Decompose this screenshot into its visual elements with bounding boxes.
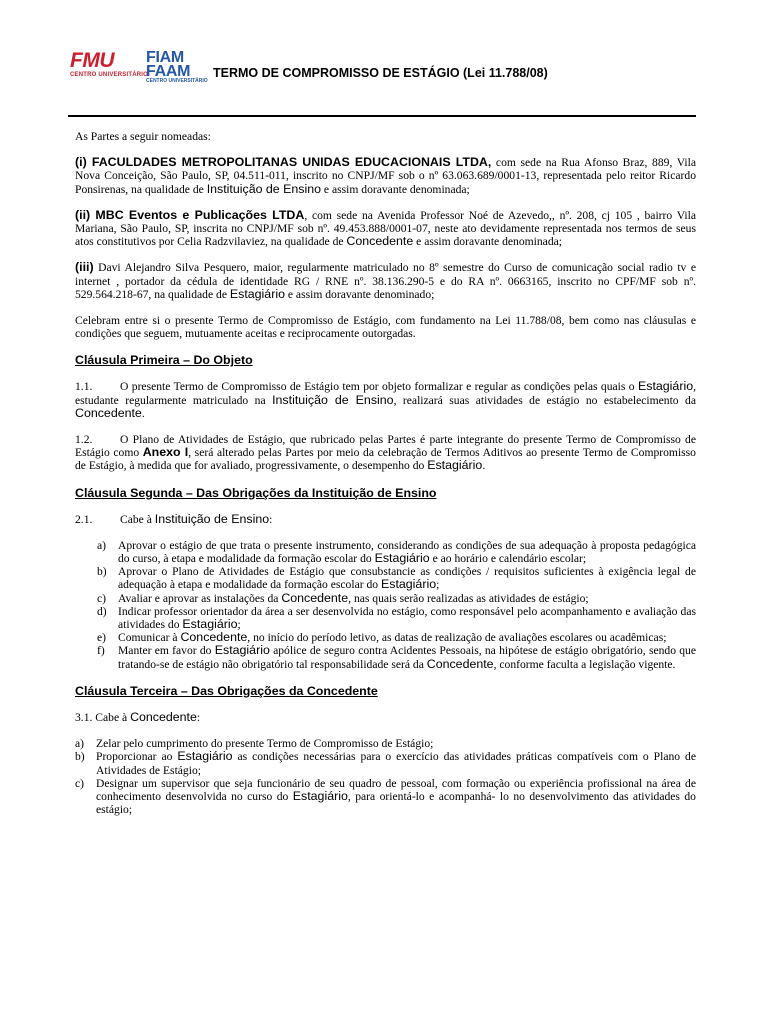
clause-text: O Plano de Atividades de Estágio, que rubricado pelas Partes é parte integrante do presente Termo de Compromisso de Estágio como xyxy=(75,433,696,460)
list-item-text: ; xyxy=(237,618,241,632)
term-estagiario: Estagiário xyxy=(637,379,694,394)
list-item xyxy=(75,565,696,591)
clause-1-heading: Cláusula Primeira – Do Objeto xyxy=(75,353,253,368)
clause-text: . xyxy=(141,406,145,420)
list-item-text: , no início do período letivo, as datas de realização de avaliações escolares ou acadêmicas; xyxy=(247,631,667,645)
document-body xyxy=(75,130,696,816)
list-item xyxy=(75,777,696,817)
list-item-text: Aprovar o estágio de que trata o presente instrumento, considerando as condições de sua adequação à proposta pedagógica do curso, à etapa e modalidade da formação escolar do xyxy=(118,538,696,566)
clause-2-1-number: 2.1. xyxy=(75,512,93,526)
list-item-text: , para orientá-lo e acompanhá- lo no desenvolvimento das atividades do estágio; xyxy=(96,789,696,817)
party-concedente-text-end: e assim doravante denominada; xyxy=(413,235,562,249)
list-marker: c) xyxy=(97,591,107,605)
list-marker: b) xyxy=(97,565,107,579)
list-marker: f) xyxy=(97,644,105,658)
list-marker: a) xyxy=(97,538,107,552)
faam-logo-subtitle: CENTRO UNIVERSITÁRIO xyxy=(146,78,208,84)
party-concedente xyxy=(75,209,696,249)
party-institution-text: com sede na Rua Afonso Braz, 889, Vila Nova Conceição, São Paulo, SP, 04.511-011, inscrito no CNPJ/MF sob o nº 63.063.689/0001-13, representada pelo reitor Ricardo Ponsirenas, na qualidade de xyxy=(75,156,697,196)
list-marker: a) xyxy=(75,737,85,751)
list-item-text: apólice de seguro contra Acidentes Pessoais, na hipótese de estágio obrigatório, sendo que tratando-se de estágio não obrigatório tal responsabilidade será da xyxy=(118,644,697,671)
list-marker: e) xyxy=(97,631,107,645)
list-marker: c) xyxy=(75,776,85,790)
clause-text: , estudante regularmente matriculado na xyxy=(75,380,696,407)
party-estagiario-name: (iii) xyxy=(75,260,94,275)
term-concedente: Concedente xyxy=(130,709,197,724)
highlighted-term: Estagiário xyxy=(182,617,238,632)
party-estagiario xyxy=(75,261,696,301)
fmu-logo-subtitle: CENTRO UNIVERSITÁRIO xyxy=(70,72,149,78)
party-estagiario-text-end: e assim doravante denominado; xyxy=(284,287,435,301)
party-institution-role: Instituição de Ensino xyxy=(206,181,322,196)
list-item-text: Avaliar e aprovar as instalações da xyxy=(118,591,282,605)
list-marker: d) xyxy=(97,604,107,618)
clause-3-1 xyxy=(75,711,696,724)
list-item-text: Manter em favor do xyxy=(118,644,215,658)
party-concedente-text: , com sede na Avenida Professor Noé de Azevedo,, nº. 208, cj 105 , bairro Vila Mariana, São Paulo, SP, inscrita no CNPJ/MF sob nº. 49.453.888/0001-07, neste ato devidamente representada nos termos de seus atos constitutivos por Celia Radzvilaviez, na qualidade de xyxy=(75,208,696,249)
clause-text: , realizará suas atividades de estágio no estabelecimento da xyxy=(393,393,696,407)
clause-1-1-number: 1.1. xyxy=(75,380,93,394)
document-header xyxy=(68,49,696,84)
term-anexo: Anexo I xyxy=(142,445,189,460)
list-marker: b) xyxy=(75,750,85,764)
clause-1-2-number: 1.2. xyxy=(75,433,93,447)
term-instituicao: Instituição de Ensino xyxy=(154,511,270,526)
list-item xyxy=(75,737,696,750)
highlighted-term: Estagiário xyxy=(292,788,348,803)
fiam-faam-logo xyxy=(146,50,208,84)
list-item xyxy=(75,539,696,565)
list-item-text: e ao horário e calendário escolar; xyxy=(429,552,587,566)
list-item xyxy=(75,644,696,670)
clause-text: . xyxy=(482,459,486,473)
term-instituicao: Instituição de Ensino xyxy=(272,392,394,407)
list-item-text: Aprovar o Plano de Atividades de Estágio que consubstancie as condições / requisitos suficientes à exigência legal de adequação à etapa e modalidade da formação escolar do xyxy=(118,565,696,592)
list-item-text: Zelar pelo cumprimento do presente Termo de Compromisso de Estágio; xyxy=(96,737,434,751)
list-item xyxy=(75,592,696,605)
list-item-text: ; xyxy=(436,578,440,592)
party-concedente-name: (ii) MBC Eventos e Publicações LTDA xyxy=(75,207,305,222)
document-title: TERMO DE COMPROMISSO DE ESTÁGIO (Lei 11.788/08) xyxy=(213,66,548,80)
highlighted-term: Estagiário xyxy=(374,551,430,566)
highlighted-term: Concedente xyxy=(281,590,349,605)
clause-text: , será alterado pelas Partes por meio da celebração de Termos Aditivos ao presente Termo de Compromisso de Estágio, à medida que for avaliado, progressivamente, o desempenho do xyxy=(75,446,696,473)
fmu-logo-text: FMU xyxy=(70,49,114,72)
clause-text: Cabe à xyxy=(120,512,155,526)
list-item xyxy=(75,605,696,631)
term-concedente: Concedente xyxy=(75,405,142,420)
clause-text: : xyxy=(196,710,201,724)
list-item-text: Proporcionar ao xyxy=(96,750,178,764)
party-estagiario-text: Davi Alejandro Silva Pesquero, maior, regularmente matriculado no 8º semestre do Curso de comunicação social radio tv e internet , portador da cédula de identidade RG / RNE nº. 38.136.290-5 e do RA nº. 0663165, inscrito no CPF/MF sob nº. 529.564.218-67, na qualidade de xyxy=(75,261,696,301)
clause-text: O presente Termo de Compromisso de Estágio tem por objeto formalizar e regular as condições pelas quais o xyxy=(120,380,638,394)
list-item-text: , conforme faculta a legislação vigente. xyxy=(493,657,676,671)
list-item xyxy=(75,631,696,644)
intro-text: As Partes a seguir nomeadas: xyxy=(75,130,211,143)
clause-text: 3.1. Cabe à xyxy=(75,710,131,724)
party-institution xyxy=(75,156,696,196)
clause-2-1 xyxy=(75,513,696,526)
highlighted-term: Estagiário xyxy=(214,643,270,658)
list-item-text: Comunicar à xyxy=(118,631,181,645)
clause-1-1 xyxy=(75,380,696,420)
faam-logo-text: FAAM xyxy=(146,63,191,80)
celebram-paragraph: Celebram entre si o presente Termo de Compromisso de Estágio, com fundamento na Lei 11.788/08, bem como nas cláusulas e condições que seguem, mutuamente aceitas e reciprocamente outorgadas. xyxy=(75,314,696,341)
list-item-text: as condições necessárias para o exercício das atividades práticas compatíveis com o Plano de Atividades de Estágio; xyxy=(96,750,696,777)
term-estagiario: Estagiário xyxy=(427,458,483,473)
party-concedente-role: Concedente xyxy=(346,234,414,249)
clause-1-2 xyxy=(75,433,696,473)
clause-2-heading: Cláusula Segunda – Das Obrigações da Instituição de Ensino xyxy=(75,485,437,500)
list-item-text: Designar um supervisor que seja funcionário de seu quadro de pessoal, com formação ou experiência profissional na área de conhecimento desenvolvida no curso do xyxy=(96,776,696,803)
header-divider xyxy=(68,115,696,117)
clause-text: : xyxy=(269,512,273,526)
clause-2-list xyxy=(75,539,696,671)
fiam-logo-text: FIAM xyxy=(146,49,184,66)
list-item xyxy=(75,750,696,776)
fmu-logo xyxy=(68,49,149,84)
highlighted-term: Estagiário xyxy=(380,577,437,592)
party-institution-name: (i) FACULDADES METROPOLITANAS UNIDAS EDUCACIONAIS LTDA, xyxy=(75,155,492,170)
party-institution-text-end: e assim doravante denominada; xyxy=(321,182,470,196)
highlighted-term: Concedente xyxy=(426,656,494,671)
list-item-text: , nas quais serão realizadas as atividades de estágio; xyxy=(348,591,589,605)
highlighted-term: Estagiário xyxy=(177,749,233,764)
party-estagiario-role: Estagiário xyxy=(229,286,285,301)
highlighted-term: Concedente xyxy=(180,630,248,645)
clause-3-list xyxy=(75,737,696,816)
list-item-text: Indicar professor orientador da área a ser desenvolvida no estágio, como responsável pelo acompanhamento e avaliação das atividades do xyxy=(118,604,696,632)
clause-3-heading: Cláusula Terceira – Das Obrigações da Concedente xyxy=(75,683,378,698)
